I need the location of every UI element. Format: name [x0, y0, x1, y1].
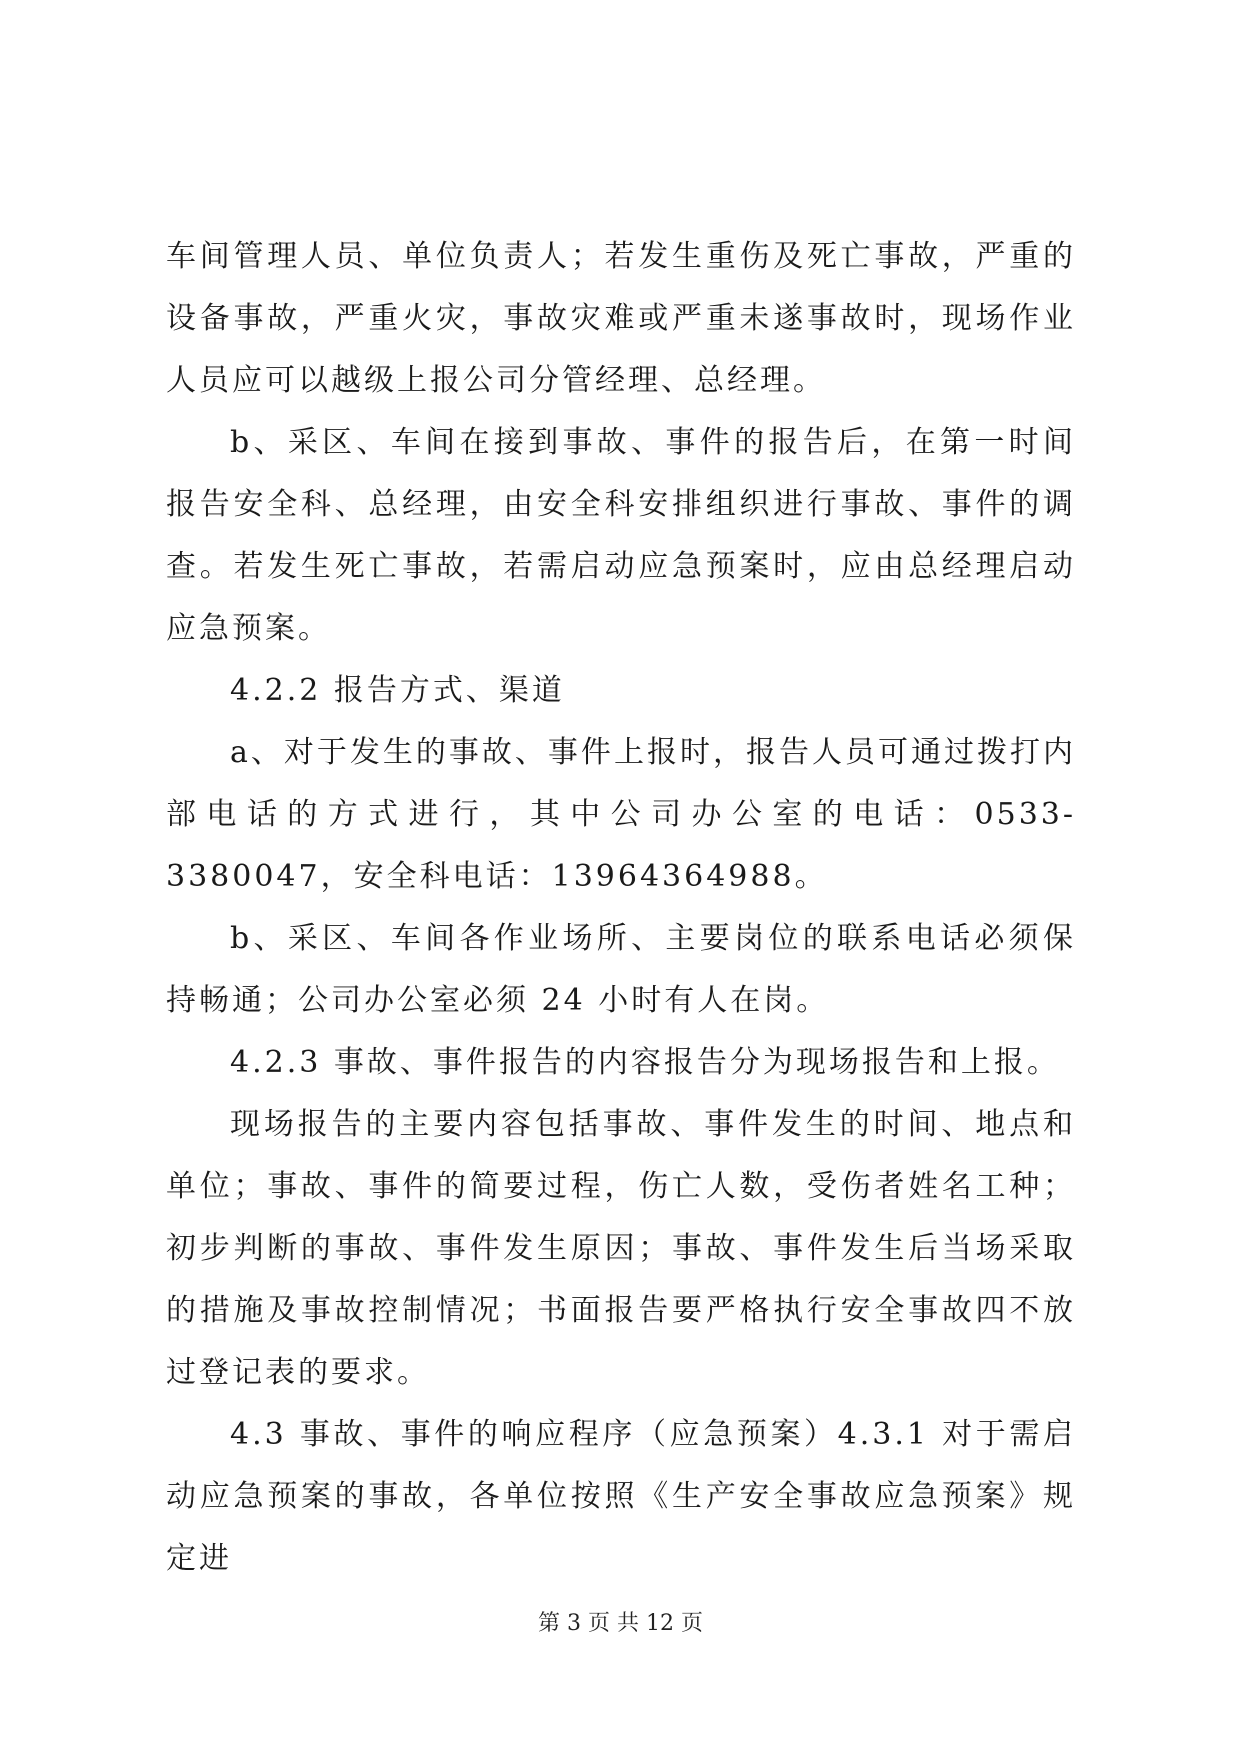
paragraph-6: 4.3 事故、事件的响应程序（应急预案）4.3.1 对于需启动应急预案的事故，各单位按照《生产安全事故应急预案》规定进: [166, 1417, 1076, 1576]
section-heading-4-2-2: 4.2.2 报告方式、渠道: [230, 673, 565, 708]
paragraph-4: b、采区、车间各作业场所、主要岗位的联系电话必须保持畅通；公司办公室必须 24 小时有人在岗。: [166, 921, 1076, 1018]
paragraph-5: 现场报告的主要内容包括事故、事件发生的时间、地点和单位；事故、事件的简要过程，伤亡人数，受伤者姓名工种；初步判断的事故、事件发生原因；事故、事件发生后当场采取的措施及事故控制情况；书面报告要严格执行安全事故四不放过登记表的要求。: [166, 1107, 1076, 1390]
section-heading-4-2-3: 4.2.3 事故、事件报告的内容报告分为现场报告和上报。: [230, 1045, 1060, 1080]
paragraph-3: a、对于发生的事故、事件上报时，报告人员可通过拨打内部电话的方式进行，其中公司办公室的电话：0533-3380047，安全科电话：13964364988。: [166, 735, 1076, 894]
paragraph-1: 车间管理人员、单位负责人；若发生重伤及死亡事故，严重的设备事故，严重火灾，事故灾难或严重未遂事故时，现场作业人员应可以越级上报公司分管经理、总经理。: [166, 239, 1076, 398]
paragraph-2: b、采区、车间在接到事故、事件的报告后，在第一时间报告安全科、总经理，由安全科安排组织进行事故、事件的调查。若发生死亡事故，若需启动应急预案时，应由总经理启动应急预案。: [166, 425, 1076, 646]
document-body: [166, 226, 1076, 1590]
page-footer: 第 3 页 共 12 页: [538, 1611, 703, 1636]
